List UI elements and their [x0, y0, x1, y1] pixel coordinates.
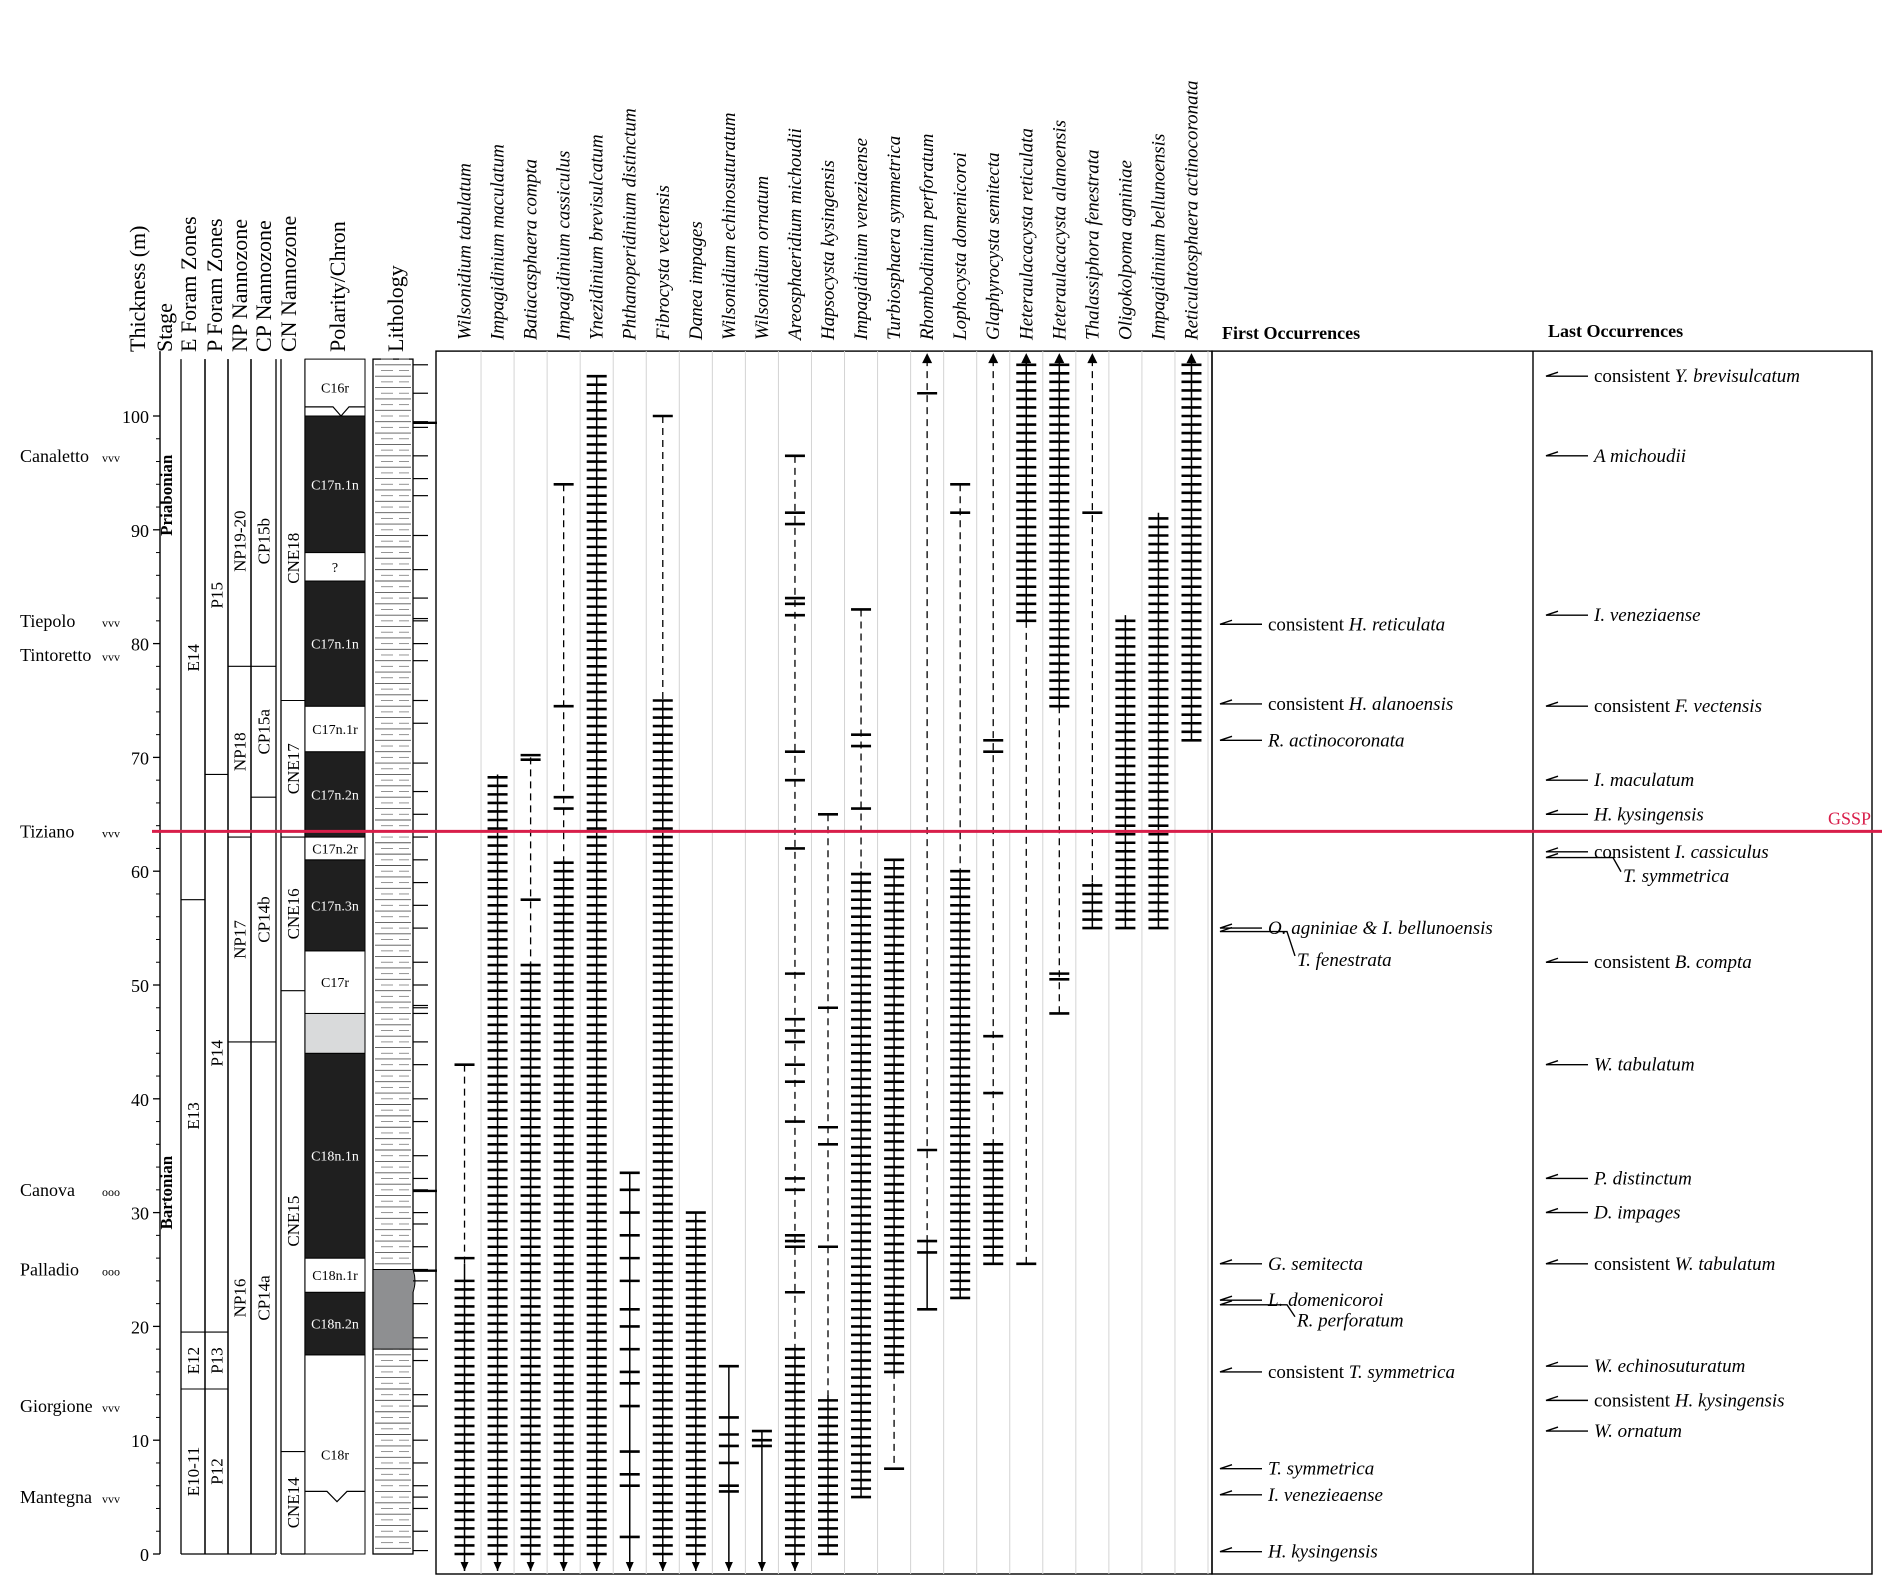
first-occurrence-label-taxon: T. symmetrica [1348, 1361, 1455, 1383]
first-occurrence-label-taxon: H. alanoensis [1348, 693, 1454, 715]
y-tick-label-90: 90 [131, 520, 149, 541]
first-occurrence-label [1268, 1254, 1363, 1275]
horizon-symbol-palladio: ooo [102, 1264, 120, 1279]
last-occurrence-label [1593, 1203, 1681, 1224]
arrow-down-ynezidinium-brevisulcatum [593, 1562, 601, 1571]
taxon-name-impagidinium-cassiculus: Impagidinium cassiculus [553, 150, 575, 340]
zone-cne15: CNE15 [284, 1195, 303, 1247]
zone-cp14b: CP14b [254, 896, 274, 943]
last-occurrence-arrow [1546, 1427, 1588, 1431]
zone-p14: P14 [207, 1040, 227, 1067]
first-occurrence-entry-l-domenicoroi [1220, 1290, 1383, 1311]
last-occurrence-label-prefix: consistent [1594, 952, 1675, 974]
first-occurrence-arrow [1220, 736, 1262, 740]
taxon-name-areosphaeridium-michoudii: Areosphaeridium michoudii [784, 128, 806, 340]
taxon-name-wilsonidium-echinosuturatum: Wilsonidium echinosuturatum [718, 112, 740, 340]
zone-e13: E13 [184, 1102, 203, 1130]
taxon-heteraulacacysta-reticulata [1016, 128, 1043, 1574]
zone-cp14a: CP14a [254, 1275, 274, 1321]
taxon-ynezidinium-brevisulcatum [587, 134, 614, 1574]
y-tick-label-20: 20 [131, 1317, 149, 1338]
last-occurrence-label [1592, 446, 1686, 467]
last-occurrence-label-taxon: P. distinctum [1594, 1168, 1692, 1190]
horizon-tintoretto: Tintoretto [20, 644, 92, 665]
last-occurrence-entry-w-tabulatum [1546, 1254, 1775, 1275]
taxon-name-reticulatosphaera-actinocoronata: Reticulatosphaera actinocoronata [1181, 80, 1203, 340]
zone-cp15b: CP15b [254, 518, 274, 565]
thickness-axis [122, 351, 160, 1565]
taxon-name-impagidinium-bellunoensis: Impagidinium bellunoensis [1148, 133, 1170, 340]
horizon-symbol-canova: ooo [102, 1184, 120, 1199]
polarity-label-c17n-1n: C17n.1n [311, 478, 359, 494]
zone-cne17: CNE17 [284, 743, 303, 795]
range-panel-frame [436, 351, 1212, 1574]
taxon-impagidinium-veneziaense [851, 138, 878, 1574]
polarity-label-c17n-3n: C17n.3n [311, 899, 359, 915]
arrow-up-thalassiphora-fenestrata [1087, 353, 1097, 363]
last-occurrence-entry-y-brevisulcatum [1546, 366, 1800, 387]
first-occurrence-arrow [1220, 1548, 1262, 1552]
zone-np18: NP18 [230, 732, 250, 772]
first-occurrence-arrow [1220, 924, 1262, 928]
arrow-down-wilsonidium-echinosuturatum [725, 1562, 733, 1571]
first-occurrence-arrow [1220, 1368, 1262, 1372]
first-occurrence-entry-i-venezieaense [1220, 1485, 1383, 1506]
taxa-ranges [436, 81, 1212, 1574]
last-occurrence-arrow [1546, 810, 1588, 814]
last-occurrence-label-prefix: consistent [1594, 696, 1675, 718]
arrow-down-impagidinium-cassiculus [560, 1562, 568, 1571]
zone-np17: NP17 [230, 920, 250, 959]
column-headers [125, 216, 408, 352]
arrow-up-reticulatosphaera-actinocoronata [1186, 353, 1196, 363]
arrow-down-danea-impages [692, 1562, 700, 1571]
zone-cne14: CNE14 [284, 1477, 303, 1529]
last-occurrence-entry-f-vectensis [1546, 696, 1762, 717]
horizon-canova: Canova [20, 1179, 75, 1200]
taxon-name-wilsonidium-tabulatum: Wilsonidium tabulatum [454, 163, 476, 340]
last-occurrence-entry-i-cassiculus [1546, 842, 1769, 863]
arrow-down-fibrocysta-vectensis [659, 1562, 667, 1571]
taxon-name-ynezidinium-brevisulcatum: Ynezidinium brevisulcatum [586, 134, 608, 340]
zone-np19-20: NP19-20 [230, 510, 250, 572]
horizon-tiepolo: Tiepolo [20, 610, 76, 631]
horizon-palladio: Palladio [20, 1259, 79, 1280]
column-header-np-nannozone: NP Nannozone [227, 219, 252, 352]
y-tick-label-100: 100 [122, 407, 149, 427]
last-occurrence-arrow [1546, 1362, 1588, 1366]
last-occurrence-label-taxon: B. compta [1674, 952, 1752, 974]
last-occurrence-arrow [1546, 1061, 1588, 1065]
taxon-hapsocysta-kysingensis [818, 160, 845, 1574]
last-occurrence-entry-h-kysingensis [1546, 804, 1704, 825]
last-occurrences-panel [1546, 321, 1800, 1442]
column-header-polarity-chron: Polarity/Chron [325, 221, 350, 352]
arrow-down-phthanoperidinium-distinctum [626, 1562, 634, 1571]
stage-bartonian: Bartonian [157, 1155, 176, 1230]
taxon-oligokolpoma-agniniae [1115, 160, 1142, 1574]
last-occurrence-label-taxon: I. maculatum [1594, 770, 1695, 792]
taxon-heteraulacacysta-alanoensis [1049, 120, 1076, 1574]
first-occurrence-entry-t-symmetrica [1220, 1459, 1374, 1480]
polarity-label-c17n-2n: C17n.2n [311, 788, 359, 804]
last-occurrence-entry-h-kysingensis [1546, 1390, 1785, 1411]
first-occurrence-label-prefix: consistent [1268, 614, 1349, 636]
taxon-phthanoperidinium-distinctum [620, 108, 647, 1574]
column-header-thickness-m: Thickness (m) [125, 225, 150, 352]
zone-cp15a: CP15a [254, 709, 274, 755]
arrow-up-glaphyrocysta-semitecta [988, 353, 998, 363]
taxon-wilsonidium-ornatum [752, 176, 779, 1574]
taxon-name-impagidinium-maculatum: Impagidinium maculatum [487, 144, 509, 340]
last-occurrence-label-prefix: consistent [1594, 1253, 1675, 1275]
horizon-mantegna: Mantegna [20, 1487, 92, 1508]
first-occurrence-label-prefix: consistent [1268, 1361, 1349, 1383]
first-occurrence-label [1268, 918, 1493, 939]
arrow-up-rhombodinium-perforatum [922, 353, 932, 363]
last-occurrence-label [1594, 952, 1752, 973]
zone-e14: E14 [184, 644, 203, 672]
last-occurrence-label-prefix: consistent [1594, 841, 1675, 863]
last-occurrence-label-taxon: I. veneziaense [1594, 605, 1701, 627]
first-occurrence-label-taxon: H. kysingensis [1268, 1541, 1378, 1563]
horizon-tiziano: Tiziano [20, 821, 75, 842]
last-occurrence-label-taxon: W. echinosuturatum [1594, 1356, 1746, 1378]
horizon-canaletto: Canaletto [20, 445, 89, 466]
last-occurrence-label-taxon: T. symmetrica [1623, 865, 1730, 887]
first-occurrence-label [1268, 694, 1453, 715]
last-occurrence-label-taxon: W. ornatum [1594, 1421, 1682, 1443]
y-tick-label-0: 0 [140, 1545, 149, 1565]
last-occurrence-label-taxon: W. tabulatum [1674, 1253, 1776, 1275]
taxon-glaphyrocysta-semitecta [983, 152, 1010, 1574]
last-occurrence-arrow [1546, 1396, 1588, 1400]
taxon-impagidinium-bellunoensis [1148, 134, 1175, 1574]
first-occurrence-arrow [1220, 620, 1262, 624]
zone-p15: P15 [207, 582, 227, 609]
column-header-p-foram-zones: P Foram Zones [202, 218, 227, 352]
taxon-name-turbiosphaera-symmetrica: Turbiosphaera symmetrica [884, 135, 906, 340]
polarity-label-c18r: C18r [321, 1448, 349, 1464]
lithology-column [373, 359, 437, 1554]
last-occurrence-label [1594, 1421, 1682, 1442]
last-occurrence-label-taxon: H. kysingensis [1674, 1390, 1785, 1412]
polarity-label-c17n-1r: C17n.1r [312, 722, 358, 738]
taxon-wilsonidium-echinosuturatum [719, 113, 746, 1574]
horizon-symbol-tintoretto: vvv [102, 649, 120, 664]
last-occurrence-label [1594, 696, 1762, 717]
taxon-danea-impages [686, 221, 713, 1574]
first-occurrence-entry-h-kysingensis [1220, 1542, 1378, 1563]
last-occurrence-arrow [1546, 776, 1588, 780]
gssp-label: GSSP [1828, 808, 1872, 829]
first-occurrence-entry-h-reticulata [1220, 614, 1445, 635]
first-occurrence-entry-o-agniniae-i-bellunoensis [1220, 918, 1493, 939]
last-occurrence-label [1593, 770, 1694, 791]
horizon-symbol-mantegna: vvv [102, 1492, 120, 1507]
first-occurrence-label-taxon: T. symmetrica [1268, 1458, 1375, 1480]
arrow-up-heteraulacacysta-reticulata [1021, 353, 1031, 363]
first-occurrence-label-taxon: R. perforatum [1297, 1310, 1404, 1332]
last-occurrence-arrow [1546, 1174, 1588, 1178]
first-occurrence-arrow [1220, 1296, 1262, 1300]
zone-cne18: CNE18 [284, 532, 303, 584]
taxon-fibrocysta-vectensis [653, 185, 680, 1574]
last-occurrence-label-taxon: H. kysingensis [1594, 804, 1704, 826]
last-occurrence-arrow [1546, 702, 1588, 706]
first-occurrence-label [1267, 730, 1405, 751]
last-occurrence-label [1594, 842, 1769, 863]
last-occurrence-label-taxon: I. cassiculus [1674, 841, 1769, 863]
first-occurrence-label [1267, 1290, 1383, 1311]
horizon-symbol-tiepolo: vvv [102, 615, 120, 630]
y-tick-label-70: 70 [131, 748, 149, 769]
taxon-rhombodinium-perforatum [917, 134, 944, 1574]
last-occurrence-label [1594, 1356, 1745, 1377]
polarity-label-c18n-2n: C18n.2n [311, 1317, 359, 1333]
y-tick-label-10: 10 [131, 1431, 149, 1452]
taxon-name-thalassiphora-fenestrata: Thalassiphora fenestrata [1082, 149, 1104, 340]
first-occurrence-entry-h-alanoensis [1220, 694, 1453, 715]
taxon-thalassiphora-fenestrata [1082, 149, 1109, 1574]
first-occurrence-label-taxon: R. actinocoronata [1268, 730, 1405, 752]
first-occurrence-entry-r-actinocoronata [1220, 730, 1405, 751]
last-occurrence-label [1623, 866, 1729, 887]
first-occurrence-arrow [1220, 1465, 1262, 1469]
first-occurrences-title: First Occurrences [1222, 323, 1361, 344]
taxon-areosphaeridium-michoudii [785, 128, 812, 1574]
horizon-symbol-canaletto: vvv [102, 450, 120, 465]
first-occurrence-label-prefix: consistent [1268, 693, 1349, 715]
first-occurrence-label [1267, 1542, 1378, 1563]
zone-e12: E12 [184, 1346, 203, 1375]
last-occurrence-arrow [1546, 452, 1588, 456]
taxon-wilsonidium-tabulatum [455, 163, 482, 1574]
column-header-lithology: Lithology [383, 265, 408, 352]
first-occurrence-label [1268, 1459, 1374, 1480]
polarity-label-c17n-2r: C17n.2r [312, 842, 358, 858]
first-occurrence-label-taxon: G. semitecta [1268, 1253, 1363, 1275]
taxon-reticulatosphaera-actinocoronata [1181, 81, 1208, 1574]
polarity-column [305, 359, 365, 1554]
first-occurrence-arrow [1220, 1491, 1262, 1495]
last-occurrence-entry-p-distinctum [1546, 1168, 1692, 1189]
last-occurrence-label-taxon: A michoudii [1594, 445, 1687, 467]
last-occurrence-entry-w-echinosuturatum [1546, 1356, 1745, 1377]
first-occurrence-label-taxon: L. domenicoroi [1268, 1290, 1384, 1312]
last-occurrence-label [1594, 366, 1800, 387]
zone-p13: P13 [207, 1347, 227, 1374]
last-occurrence-label-taxon: D. impages [1594, 1202, 1681, 1224]
first-occurrence-arrow [1220, 928, 1295, 956]
taxon-name-heteraulacacysta-reticulata: Heteraulacacysta reticulata [1016, 128, 1038, 340]
last-occurrence-label-prefix: consistent [1594, 366, 1675, 388]
last-occurrence-label [1593, 1168, 1692, 1189]
first-occurrence-label-taxon: H. reticulata [1348, 614, 1446, 636]
last-occurrence-arrow [1546, 372, 1588, 376]
zone-e10-11: E10-11 [184, 1446, 203, 1497]
last-occurrence-arrow [1546, 611, 1588, 615]
last-occurrence-label-taxon: Y. brevisulcatum [1674, 366, 1801, 388]
last-occurrence-arrow [1546, 1209, 1588, 1213]
last-occurrence-label [1594, 1055, 1695, 1076]
zone-p12: P12 [207, 1458, 227, 1485]
last-occurrence-label-taxon: W. tabulatum [1594, 1054, 1695, 1076]
last-occurrence-entry-a-michoudii [1546, 446, 1686, 467]
last-occurrence-label [1594, 1390, 1785, 1411]
last-occurrence-entry-w-ornatum [1546, 1421, 1682, 1442]
polarity-label-: ? [331, 560, 339, 576]
arrow-down-areosphaeridium-michoudii [791, 1562, 799, 1571]
horizon-labels [20, 446, 120, 1507]
taxon-name-impagidinium-veneziaense: Impagidinium veneziaense [851, 137, 873, 340]
last-occurrence-arrow [1546, 1260, 1588, 1264]
arrow-down-wilsonidium-tabulatum [461, 1562, 469, 1571]
taxon-name-danea-impages: Danea impages [685, 221, 707, 340]
taxon-name-rhombodinium-perforatum: Rhombodinium perforatum [917, 133, 939, 340]
arrow-down-wilsonidium-ornatum [758, 1562, 766, 1571]
taxon-name-glaphyrocysta-semitecta: Glaphyrocysta semitecta [983, 152, 1005, 340]
arrow-down-impagidinium-maculatum [494, 1562, 502, 1571]
taxon-name-wilsonidium-ornatum: Wilsonidium ornatum [751, 175, 773, 340]
taxon-impagidinium-maculatum [488, 144, 515, 1574]
horizon-symbol-tiziano: vvv [102, 826, 120, 841]
last-occurrence-label [1594, 1254, 1775, 1275]
stage-priabonian: Priabonian [157, 454, 176, 536]
first-occurrence-label [1297, 950, 1392, 971]
y-tick-label-50: 50 [131, 976, 149, 996]
last-occurrence-label [1593, 605, 1701, 626]
taxon-name-phthanoperidinium-distinctum: Phthanoperidinium distinctum [619, 108, 641, 340]
y-tick-label-30: 30 [131, 1203, 149, 1224]
column-header-cn-nannozone: CN Nannozone [276, 215, 301, 352]
arrow-down-batiacasphaera-compta [527, 1562, 535, 1571]
first-occurrence-label [1296, 1311, 1404, 1332]
first-occurrence-entry-g-semitecta [1220, 1254, 1363, 1275]
last-occurrence-label [1593, 804, 1704, 825]
first-occurrence-label [1268, 1362, 1455, 1383]
taxon-batiacasphaera-compta [521, 159, 548, 1574]
first-occurrence-arrow [1220, 700, 1262, 704]
last-occurrence-arrow [1546, 958, 1588, 962]
first-occurrence-arrow [1220, 1260, 1262, 1264]
first-occurrence-label-taxon: T. fenestrata [1297, 949, 1392, 971]
taxon-lophocysta-domenicoroi [950, 152, 977, 1574]
last-occurrence-label-taxon: F. vectensis [1674, 696, 1762, 718]
last-occurrence-entry-w-tabulatum [1546, 1055, 1695, 1076]
column-header-cp-nannozone: CP Nannozone [251, 220, 276, 352]
first-occurrences-panel [1212, 323, 1872, 1574]
first-occurrence-label [1268, 614, 1445, 635]
horizon-symbol-giorgione: vvv [102, 1401, 120, 1416]
last-occurrence-entry-d-impages [1546, 1203, 1681, 1224]
taxon-name-fibrocysta-vectensis: Fibrocysta vectensis [652, 185, 674, 340]
y-tick-label-60: 60 [131, 862, 149, 883]
lithology-grey-interval [373, 1270, 415, 1350]
taxon-name-heteraulacacysta-alanoensis: Heteraulacacysta alanoensis [1049, 119, 1071, 340]
polarity-label-c16r: C16r [321, 381, 349, 397]
y-tick-label-80: 80 [131, 634, 149, 655]
first-occurrence-label [1267, 1485, 1383, 1506]
column-header-stage: Stage [152, 303, 177, 352]
taxon-name-hapsocysta-kysingensis: Hapsocysta kysingensis [818, 160, 839, 340]
polarity-label-c17n-1n: C17n.1n [311, 637, 359, 653]
column-header-e-foram-zones: E Foram Zones [176, 216, 201, 352]
first-occurrence-label-taxon: I. venezieaense [1268, 1484, 1383, 1506]
polarity-label-c18n-1n: C18n.1n [311, 1149, 359, 1165]
last-occurrence-entry-b-compta [1546, 952, 1752, 973]
last-occurrence-entry-i-maculatum [1546, 770, 1694, 791]
taxon-name-batiacasphaera-compta: Batiacasphaera compta [520, 158, 542, 340]
last-occurrence-label-prefix: consistent [1594, 1390, 1675, 1412]
zone-np16: NP16 [230, 1278, 250, 1318]
first-occurrence-entry-t-symmetrica [1220, 1362, 1455, 1383]
last-occurrence-arrow [1546, 848, 1588, 852]
first-occurrence-label-taxon: O. agniniae & I. bellunoensis [1268, 918, 1493, 940]
polarity-chron-gap [305, 1013, 365, 1053]
zone-columns [157, 359, 305, 1554]
polarity-label-c17r: C17r [321, 976, 349, 992]
taxon-name-lophocysta-domenicoroi: Lophocysta domenicoroi [950, 152, 972, 340]
last-occurrence-entry-i-veneziaense [1546, 605, 1701, 626]
horizon-giorgione: Giorgione [20, 1396, 93, 1417]
taxon-name-oligokolpoma-agniniae: Oligokolpoma agniniae [1115, 160, 1137, 340]
arrow-up-heteraulacacysta-alanoensis [1054, 353, 1064, 363]
polarity-label-c18n-1r: C18n.1r [312, 1269, 358, 1285]
last-occurrences-title: Last Occurrences [1548, 321, 1684, 342]
zone-cne16: CNE16 [284, 888, 303, 940]
taxon-impagidinium-cassiculus [554, 151, 581, 1574]
y-tick-label-40: 40 [131, 1089, 149, 1110]
